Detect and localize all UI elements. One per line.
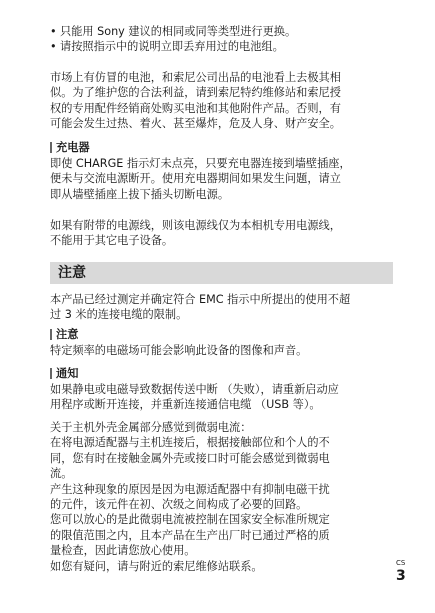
paragraph-line: 的元件，该元件在初、次级之间构成了必要的回路。	[50, 498, 308, 512]
paragraph-line: 您可以放心的是此微弱电流被控制在国家安全标准所规定	[50, 513, 330, 527]
charger-heading: 充电器	[50, 140, 90, 155]
paragraph-line: 似。为了维护您的合法利益，请到索尼特约维修站和索尼授	[50, 86, 341, 100]
paragraph-line: 在将电源适配器与主机连接后，根据接触部位和个人的不	[50, 436, 330, 450]
heading-bar	[50, 329, 52, 340]
paragraph-line: 即使 CHARGE 指示灯未点亮，只要充电器连接到墙壁插座，	[50, 157, 351, 170]
paragraph-line: 不能用于其它电子设备。	[50, 234, 174, 248]
attention-heading: 注意	[50, 327, 78, 342]
bullet-item	[50, 39, 395, 54]
paragraph-line: 产生这种现象的原因是因为电源适配器中有抑制电磁干扰	[50, 482, 330, 496]
paragraph-line: 便未与交流电源断开。使用充电器期间如果发生问题，请立	[50, 172, 341, 186]
paragraph-line: 可能会发生过热、着火、甚至爆炸，危及人身、财产安全。	[50, 117, 341, 131]
bullet-dot: •	[50, 40, 57, 53]
paragraph-line: 的限值范围之内，且本产品在生产出厂时已通过严格的质	[50, 528, 330, 542]
bullet-text: 请按照指示中的说明立即丢弃用过的电池组。	[60, 40, 284, 53]
emc-paragraph	[50, 292, 395, 323]
paragraph-line: 本产品已经过测定并确定符合 EMC 指示中所提出的使用不超	[50, 293, 351, 306]
heading-bar	[50, 142, 52, 153]
paragraph-line: 如果有附带的电源线，则该电源线仅为本相机专用电源线，	[50, 219, 341, 232]
notification-paragraph	[50, 382, 395, 413]
charger-paragraph	[50, 156, 395, 202]
paragraph-line: 用程序或断开连接，并重新连接通信电缆 （USB 等）。	[50, 398, 321, 412]
paragraph-line: 过 3 米的连接电缆的限制。	[50, 308, 188, 322]
paragraph-line: 市场上有仿冒的电池，和索尼公司出品的电池看上去极其相	[50, 71, 341, 84]
bullet-text: 只能用 Sony 建议的相同或同等类型进行更换。	[60, 25, 297, 38]
notice-section-banner	[50, 262, 393, 284]
power-cord-paragraph	[50, 218, 395, 249]
paragraph-line: 同，您有时在接触金属外壳或接口时可能会感觉到微弱电	[50, 451, 330, 465]
notification-heading: 通知	[50, 366, 78, 381]
paragraph-line: 如果静电或电磁导致数据传送中断 （失败），请重新启动应	[50, 383, 339, 396]
paragraph-line: 即从墙壁插座上拔下插头切断电源。	[50, 187, 230, 201]
paragraph-line: 如您有疑问，请与附近的索尼维修站联系。	[50, 559, 263, 573]
page-language-code: CS	[396, 559, 406, 567]
attention-paragraph	[50, 343, 395, 358]
paragraph-line: 关于主机外壳金属部分感觉到微弱电流：	[50, 421, 252, 434]
heading-bar	[50, 368, 52, 379]
paragraph-line: 量检查，因此请您放心使用。	[50, 544, 196, 558]
paragraph-line: 流。	[50, 467, 73, 481]
section-title: 注意	[58, 265, 86, 281]
paragraph-line: 权的专用配件经销商处购买电池和其他附件产品。否则，有	[50, 101, 341, 115]
shell-current-paragraph	[50, 420, 395, 574]
bullet-dot: •	[50, 25, 57, 38]
page-number: 3	[396, 568, 406, 584]
counterfeit-battery-paragraph	[50, 70, 395, 132]
bullet-item	[50, 24, 395, 39]
paragraph-line: 特定频率的电磁场可能会影响此设备的图像和声音。	[50, 344, 308, 357]
